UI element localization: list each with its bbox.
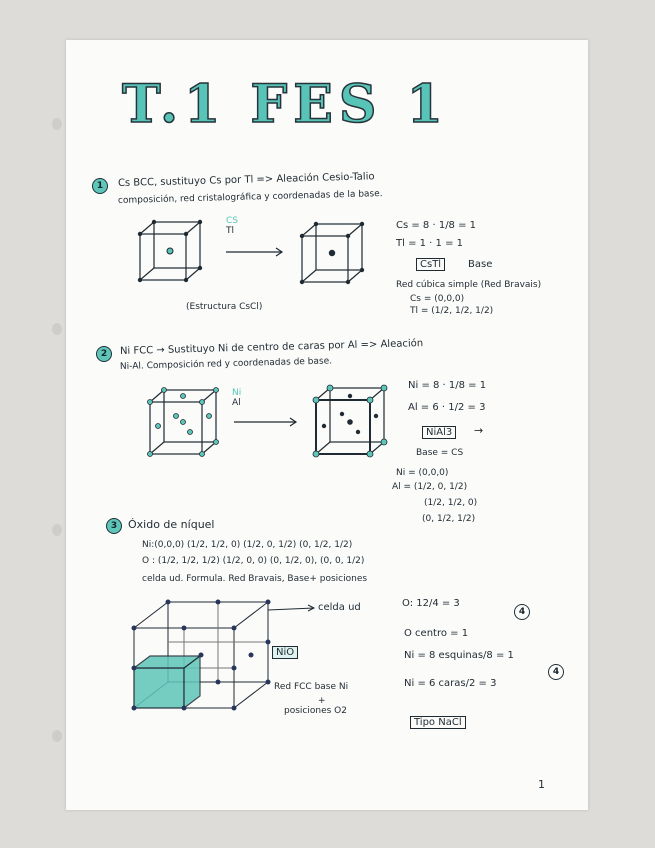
punch-hole	[52, 118, 62, 130]
calc-ni-corners: Ni = 8 esquinas/8 = 1	[404, 650, 514, 661]
section-2-line-1: Ni FCC → Sustituyo Ni de centro de caras por Al => Aleación	[119, 338, 424, 357]
o-positions: O : (1/2, 1/2, 1/2) (1/2, 0, 0) (0, 1/2, 0), (0, 0, 1/2)	[142, 556, 365, 566]
o-center: O centro = 1	[404, 628, 469, 639]
bcc-cubes-diagram	[132, 218, 352, 298]
formula-box: CsTl	[416, 258, 445, 271]
total-circle-2: 4	[548, 664, 564, 680]
structure-type-box: Tipo NaCl	[410, 716, 466, 729]
page-number: 1	[538, 778, 545, 791]
formula-note: Base	[468, 259, 493, 270]
calc-cs: Cs = 8 · 1/8 = 1	[396, 220, 477, 231]
base-label: Base = CS	[416, 448, 464, 458]
coord-al-2: (1/2, 1/2, 0)	[424, 498, 478, 508]
positions-label: posiciones O2	[284, 706, 347, 716]
coord-cs: Cs = (0,0,0)	[410, 294, 465, 304]
coord-al-3: (0, 1/2, 1/2)	[422, 514, 476, 524]
punch-hole	[52, 524, 62, 536]
cube-label-tl: Tl	[226, 226, 234, 236]
cube-label-ni: Ni	[232, 388, 242, 398]
cube-label-al: Al	[232, 398, 241, 408]
calc-o: O: 12/4 = 3	[402, 598, 460, 609]
formula-box-3: NiO	[272, 646, 298, 659]
section-2-number: 2	[96, 346, 112, 362]
calc-tl: Tl = 1 · 1 = 1	[396, 238, 463, 249]
total-circle-1: 4	[514, 604, 530, 620]
formula-box-2: NiAl3	[422, 426, 456, 439]
structure-label: (Estructura CsCl)	[186, 302, 263, 312]
coord-tl: Tl = (1/2, 1/2, 1/2)	[410, 306, 494, 316]
cube-label-cs: CS	[226, 216, 238, 226]
calc-ni: Ni = 8 · 1/8 = 1	[408, 380, 487, 391]
section-3-number: 3	[106, 518, 122, 534]
red-fcc-label: Red FCC base Ni	[274, 682, 349, 692]
section-3-heading: Óxido de níquel	[128, 518, 215, 531]
section-1-number: 1	[92, 178, 108, 194]
fcc-cubes-diagram	[146, 386, 366, 466]
unit-cell-label: celda ud	[318, 602, 361, 613]
punch-hole	[52, 730, 62, 742]
calc-al: Al = 6 · 1/2 = 3	[408, 402, 486, 413]
notebook-page	[66, 40, 588, 810]
section-1-line-1: Cs BCC, sustituyo Cs por Tl => Aleación Cesio-Talio	[117, 171, 375, 189]
plus-sign: +	[318, 696, 326, 706]
coord-ni: Ni = (0,0,0)	[396, 468, 449, 478]
lattice-type: Red cúbica simple (Red Bravais)	[396, 280, 542, 290]
punch-hole	[52, 323, 62, 335]
page-title: T.1 FES 1	[122, 74, 449, 135]
coord-al-1: Al = (1/2, 0, 1/2)	[392, 482, 468, 492]
section-2-line-2: Ni-Al. Composición red y coordenadas de base.	[119, 356, 333, 372]
section-1-line-2: composición, red cristalográfica y coordenadas de la base.	[117, 189, 383, 206]
ni-positions: Ni:(0,0,0) (1/2, 1/2, 0) (1/2, 0, 1/2) (0, 1/2, 1/2)	[142, 540, 353, 550]
calc-ni-faces: Ni = 6 caras/2 = 3	[404, 678, 497, 689]
arrow-icon: →	[474, 424, 484, 437]
celda-text: celda ud. Formula. Red Bravais, Base+ posiciones	[142, 574, 368, 584]
